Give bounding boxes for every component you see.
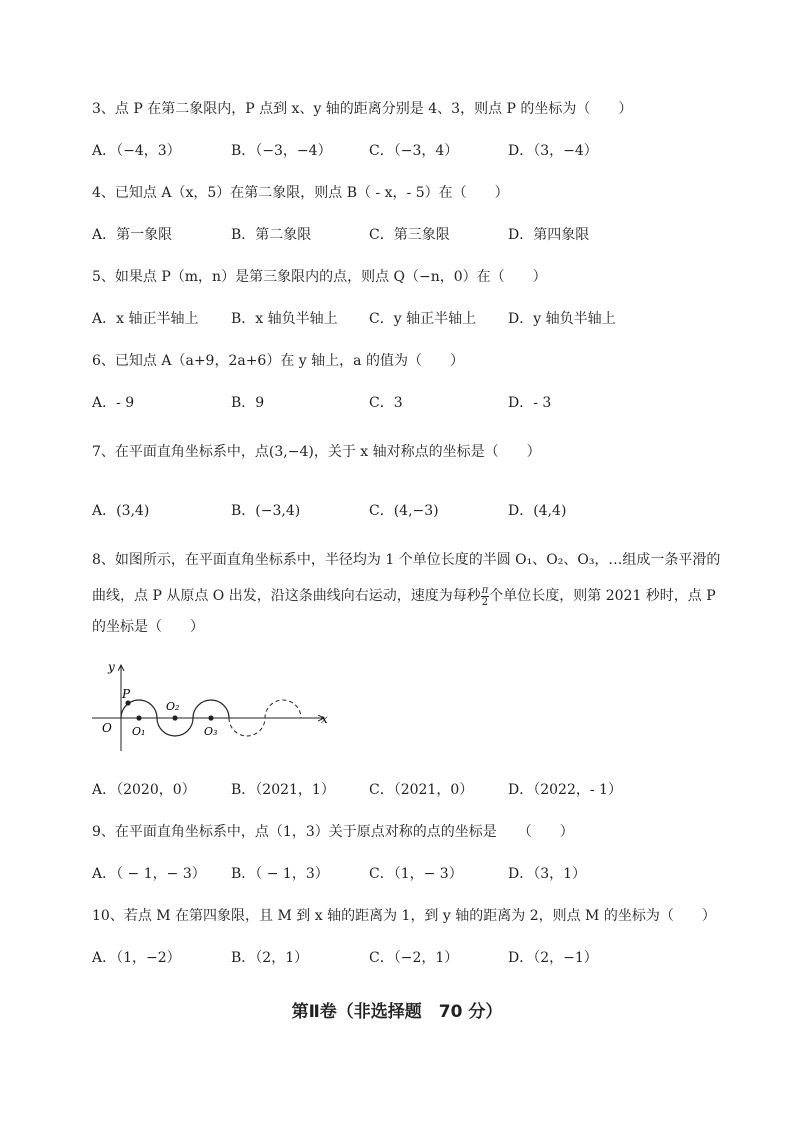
option-d[interactable]: D．（3，−4） [508,143,598,159]
point-o3 [208,715,213,720]
option-b[interactable]: B．第二象限 [231,227,312,243]
option-a[interactable]: A．(3,4) [92,503,150,519]
o2-label: O₂ [166,700,180,713]
question-8-options [92,780,692,800]
option-d[interactable]: D．（2，−1） [508,950,598,966]
option-c[interactable]: C．(4,−3) [369,503,439,519]
option-d[interactable]: D．(4,4) [508,503,567,519]
question-10-stem: 10、若点 M 在第四象限，且 M 到 x 轴的距离为 1，到 y 轴的距离为 2，则点 M 的坐标为（ ） [92,908,716,924]
o3-label: O₃ [204,725,218,738]
option-c[interactable]: C．（2021，0） [369,782,474,798]
option-b[interactable]: B．x 轴负半轴上 [231,311,338,327]
option-c[interactable]: C．y 轴正半轴上 [369,311,477,327]
p-label: P [122,687,131,701]
fraction-denominator: 2 [481,596,489,608]
stem-text: 个单位长度，则第 2021 秒时，点 P [489,588,716,604]
question-8-stem-line3: 的坐标是（ ） [92,619,204,635]
question-9-options [92,864,692,884]
option-d[interactable]: D．- 3 [508,395,552,411]
option-d[interactable]: D．第四象限 [508,227,590,243]
option-c[interactable]: C．（1，− 3） [369,866,463,882]
question-7-stem: 7、在平面直角坐标系中，点(3,−4)，关于 x 轴对称点的坐标是（ ） [92,444,541,460]
option-d[interactable]: D．（3，1） [508,866,587,882]
option-b[interactable]: B．（2021，1） [231,782,335,798]
question-4-stem: 4、已知点 A（x，5）在第二象限，则点 B（ - x，- 5）在（ ） [92,185,509,201]
fraction-numerator: π [481,584,489,596]
point-o1 [136,715,141,720]
option-a[interactable]: A．（2020，0） [92,782,196,798]
stem-text: 曲线，点 P 从原点 O 出发，沿这条曲线向右运动，速度为每秒 [92,588,481,604]
question-4-options [92,225,692,245]
question-5-stem: 5、如果点 P（m，n）是第三象限内的点，则点 Q（−n，0）在（ ） [92,269,547,285]
option-a[interactable]: A．（1，−2） [92,950,181,966]
point-p [125,700,130,705]
option-a[interactable]: A．（ − 1，− 3） [92,866,206,882]
point-o2 [172,715,177,720]
question-3-options [92,141,692,161]
pi-over-2-fraction [481,585,490,608]
option-b[interactable]: B．(−3,4) [231,503,301,519]
option-c[interactable]: C．（−2，1） [369,950,459,966]
option-d[interactable]: D．y 轴负半轴上 [508,311,616,327]
option-a[interactable]: A．第一象限 [92,227,173,243]
question-6-options [92,393,692,413]
option-d[interactable]: D．（2022，- 1） [508,782,622,798]
option-c[interactable]: C．第三象限 [369,227,450,243]
option-c[interactable]: C．（−3，4） [369,143,459,159]
question-3-stem: 3、点 P 在第二象限内，P 点到 x、y 轴的距离分别是 4、3，则点 P 的坐标为（ ） [92,101,633,117]
option-b[interactable]: B．（ − 1，3） [231,866,329,882]
question-9-stem: 9、在平面直角坐标系中，点（1，3）关于原点对称的点的坐标是 （ ） [92,824,574,840]
option-a[interactable]: A．- 9 [92,395,135,411]
option-b[interactable]: B．（2，1） [231,950,309,966]
semicircle-curve-figure [88,655,338,755]
option-b[interactable]: B．9 [231,395,265,411]
origin-label: O [102,721,112,735]
question-6-stem: 6、已知点 A（a+9，2a+6）在 y 轴上，a 的值为（ ） [92,353,464,369]
question-7-options [92,501,692,521]
o1-label: O₁ [132,725,146,738]
option-b[interactable]: B．（−3，−4） [231,143,332,159]
x-axis-label: x [321,712,328,726]
question-5-options [92,309,692,329]
option-c[interactable]: C．3 [369,395,403,411]
option-a[interactable]: A．x 轴正半轴上 [92,311,199,327]
question-8-stem-line2 [92,582,716,610]
question-10-options [92,948,692,968]
section-title: 第Ⅱ卷（非选择题 70 分） [291,1002,503,1022]
y-axis-label: y [108,660,115,674]
option-a[interactable]: A．（−4，3） [92,143,181,159]
question-8-stem-line1: 8、如图所示，在平面直角坐标系中，半径均为 1 个单位长度的半圆 O₁、O₂、O₃，…组成一条平滑的 [92,552,721,568]
